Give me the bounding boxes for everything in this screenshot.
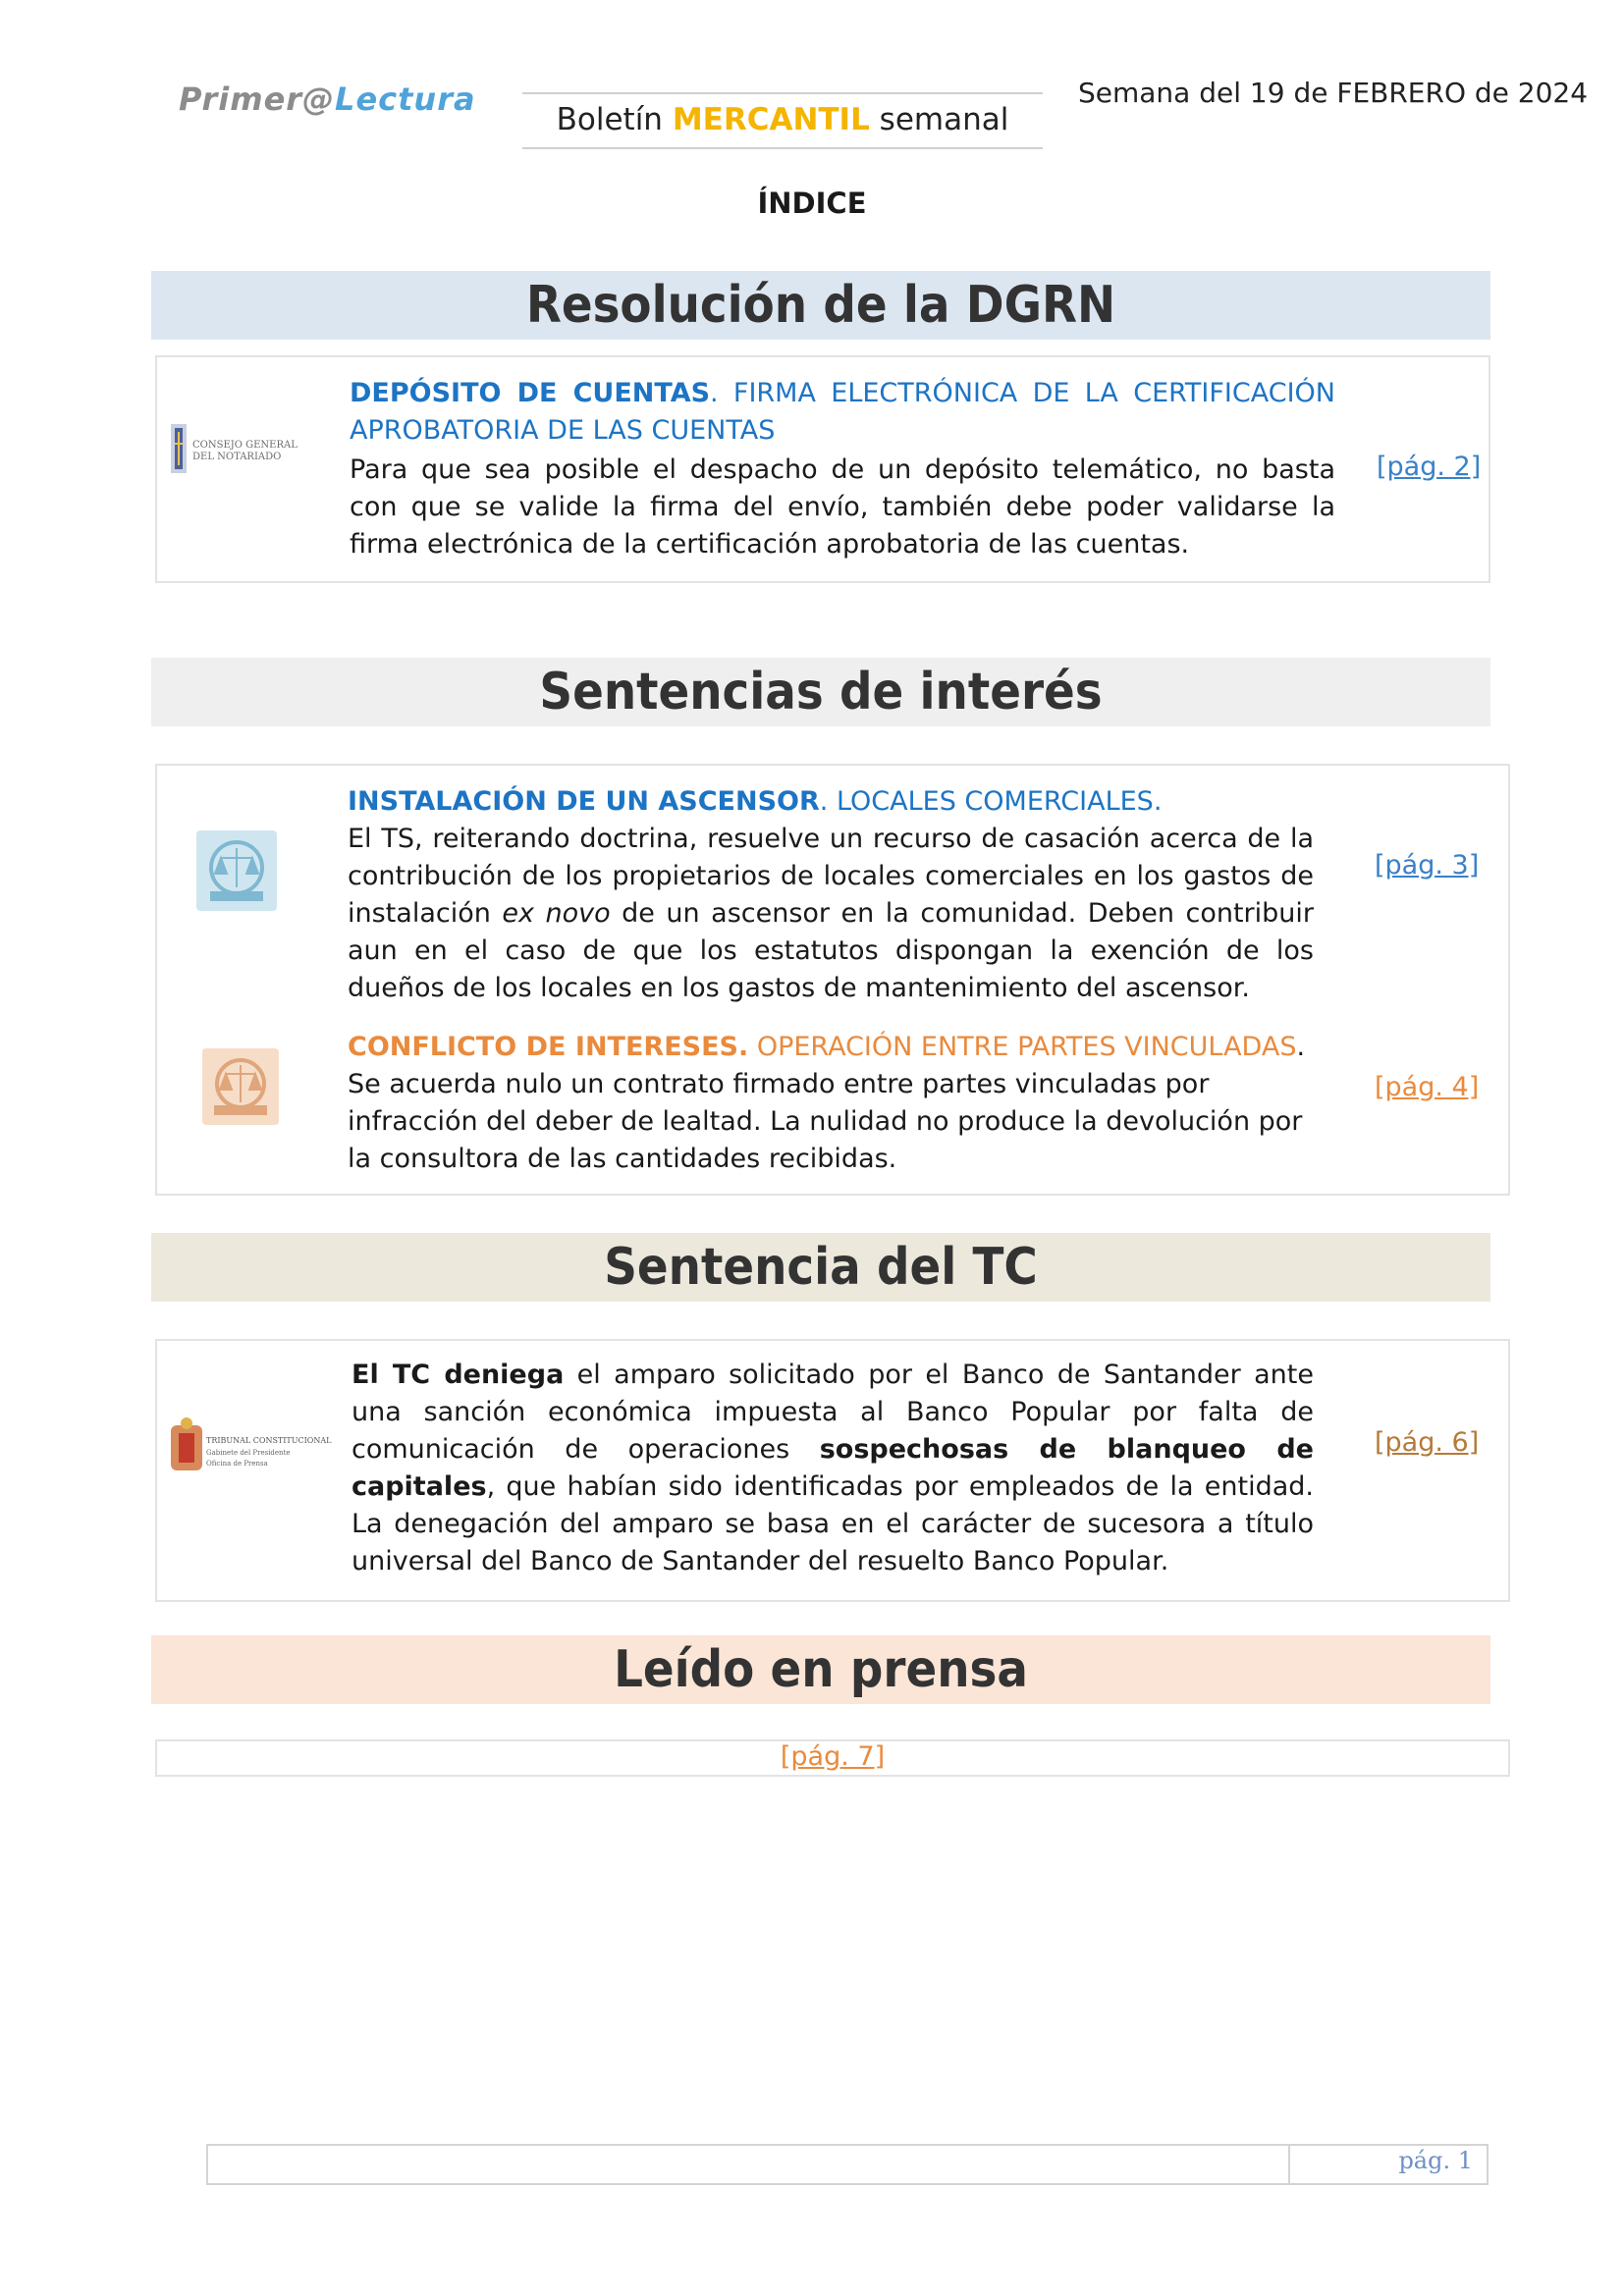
scales-justice-icon-blue	[196, 830, 277, 911]
dgrn-item-title: DEPÓSITO DE CUENTAS. FIRMA ELECTRÓNICA DE LA CERTIFICACIÓN APROBATORIA DE LAS CUENTAS	[350, 378, 1335, 446]
conflicto-page-link[interactable]: [pág. 4]	[1375, 1072, 1480, 1102]
dgrn-page-link[interactable]: [pág. 2]	[1377, 452, 1482, 482]
week-date: Semana del 19 de FEBRERO de 2024	[1078, 77, 1589, 109]
conflicto-item-body: Se acuerda nulo un contrato firmado entre partes vinculadas por infracción del deber de lealtad. La nulidad no produce la devolución por la consultora de las cantidades recibidas.	[348, 1069, 1303, 1174]
dgrn-item-body: Para que sea posible el despacho de un depósito telemático, no basta con que se valide la firma del envío, también debe poder validarse la firma electrónica de la certificación aprobatoria de las cuentas.	[350, 454, 1335, 560]
bulletin-title-box	[522, 92, 1043, 149]
svg-text:TRIBUNAL CONSTITUCIONAL: TRIBUNAL CONSTITUCIONAL	[206, 1436, 332, 1445]
scales-justice-icon-orange	[202, 1048, 279, 1125]
spain-coat-of-arms-icon	[167, 1414, 332, 1488]
section-band-tc: Sentencia del TC	[151, 1233, 1490, 1302]
section-band-prensa: Leído en prensa	[151, 1635, 1490, 1704]
section-band-sentencias: Sentencias de interés	[151, 658, 1490, 726]
tc-page-link[interactable]: [pág. 6]	[1375, 1427, 1480, 1458]
svg-text:Oficina de Prensa: Oficina de Prensa	[206, 1460, 268, 1468]
footer	[206, 2144, 1489, 2185]
svg-text:Gabinete del Presidente: Gabinete del Presidente	[206, 1449, 291, 1457]
tc-item-body: El TC deniega el amparo solicitado por el Banco de Santander ante una sanción económica impuesta al Banco Popular por falta de comunicación de operaciones sospechosas de blanqueo de capitales, que habían sido identificadas por empleados de la entidad. La denegación del amparo se basa en el carácter de sucesora a título universal del Banco de Santander del resuelto Banco Popular.	[352, 1360, 1314, 1576]
ascensor-item-body: El TS, reiterando doctrina, resuelve un recurso de casación acerca de la contribución de los propietarios de locales comerciales en los gastos de instalación ex novo de un ascensor en la comunidad. Deben contribuir aun en el caso de que los estatutos dispongan la exención de los dueños de los locales en los gastos de mantenimiento del ascensor.	[348, 824, 1315, 1003]
dgrn-card	[155, 355, 1490, 583]
prensa-page-link[interactable]: [pág. 7]	[780, 1741, 886, 1772]
bulletin-title: Boletín MERCANTIL semanal	[556, 102, 1009, 137]
tribunal-constitucional-logo	[167, 1414, 332, 1488]
primera-lectura-logo: Primer@Lectura	[179, 80, 476, 118]
ascensor-item-title: INSTALACIÓN DE UN ASCENSOR. LOCALES COMERCIALES.	[348, 786, 1163, 817]
footer-divider	[1288, 2146, 1290, 2183]
conflicto-item-title: CONFLICTO DE INTERESES. OPERACIÓN ENTRE PARTES VINCULADAS.	[348, 1032, 1306, 1062]
section-band-dgrn: Resolución de la DGRN	[151, 271, 1490, 340]
svg-text:CONSEJO GENERAL: CONSEJO GENERAL	[192, 440, 298, 451]
tc-card	[155, 1339, 1510, 1602]
index-title: ÍNDICE	[757, 187, 867, 220]
prensa-card	[155, 1739, 1510, 1777]
notariado-emblem-icon	[169, 414, 298, 485]
footer-page-number: pág. 1	[1398, 2147, 1473, 2174]
ascensor-page-link[interactable]: [pág. 3]	[1375, 850, 1480, 881]
notariado-logo	[169, 414, 298, 485]
svg-text:DEL NOTARIADO: DEL NOTARIADO	[192, 452, 282, 462]
sentencias-card	[155, 764, 1510, 1196]
